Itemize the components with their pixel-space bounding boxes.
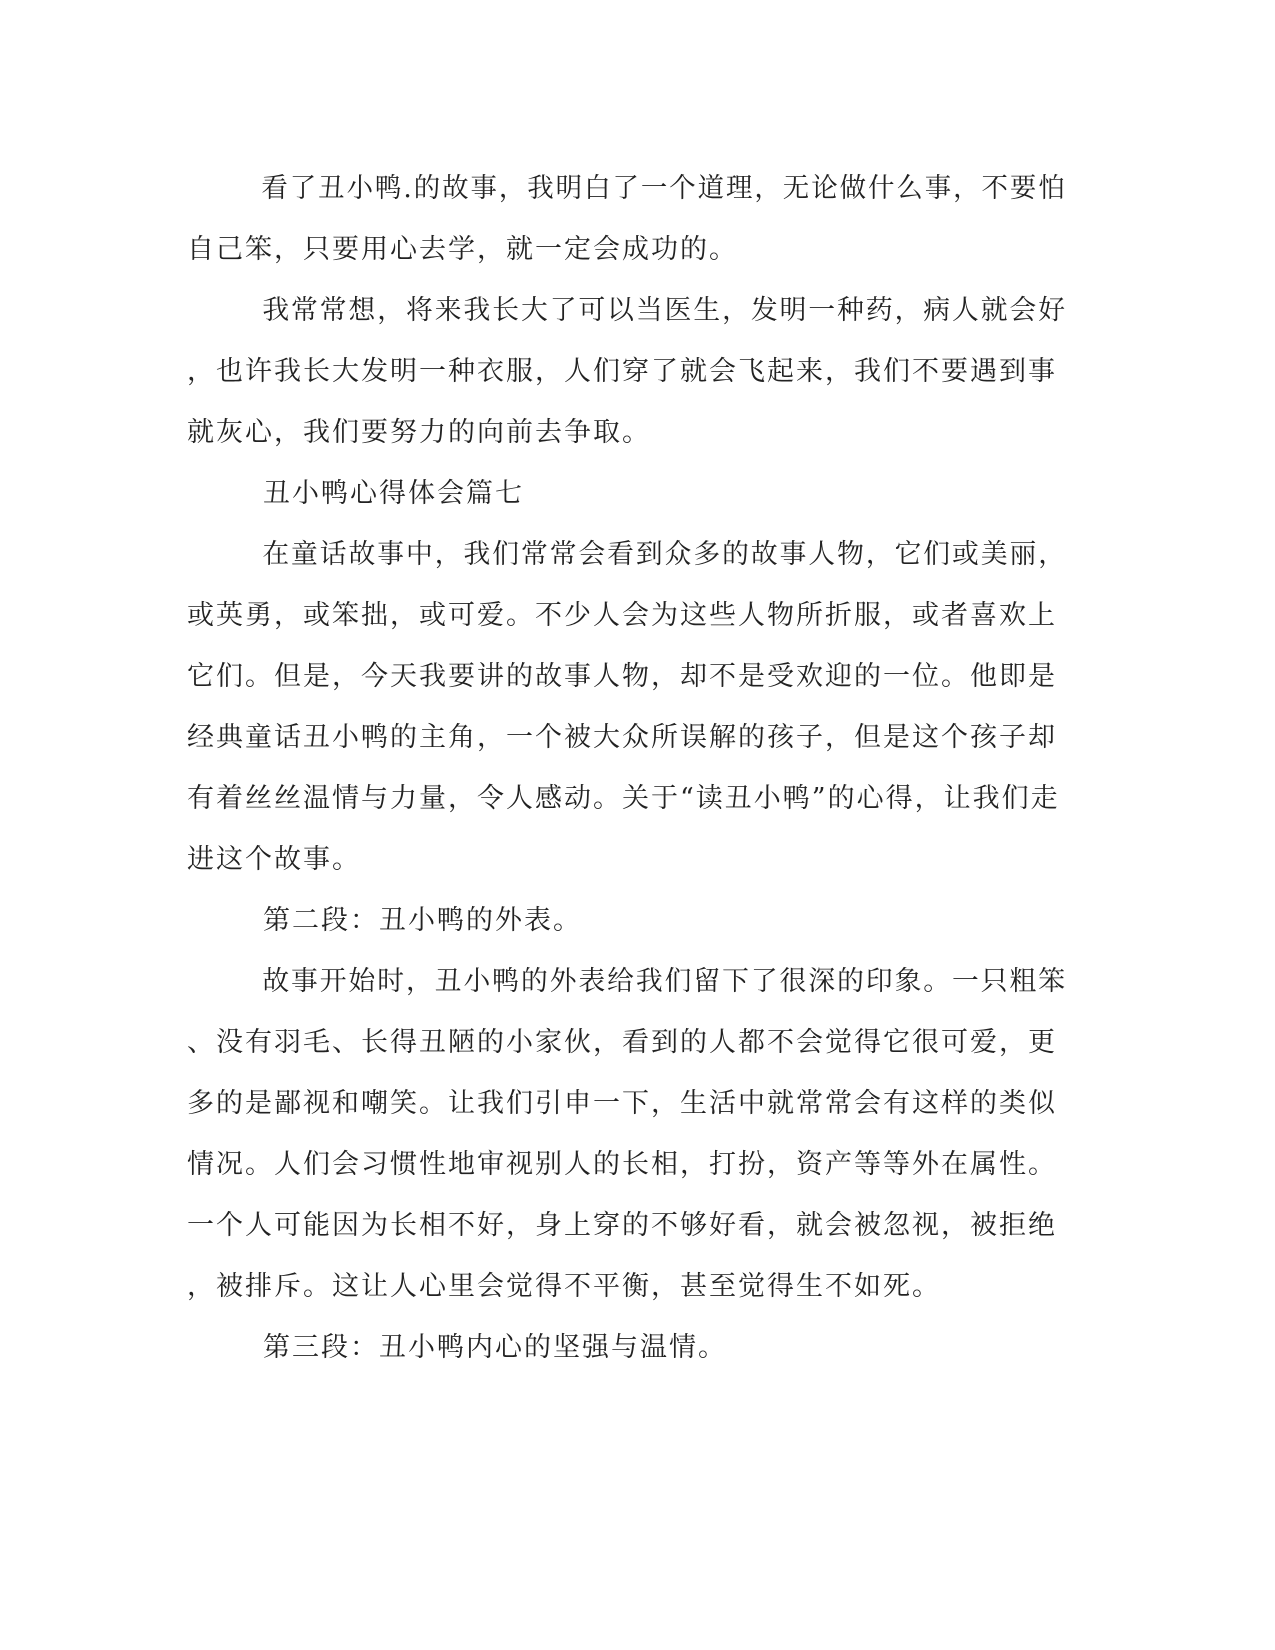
text-line: 看了丑小鸭.的故事，我明白了一个道理，无论做什么事，不要怕 [261, 173, 1067, 204]
text-line: 它们。但是，今天我要讲的故事人物，却不是受欢迎的一位。他即是 [187, 661, 1057, 692]
text-line: 进这个故事。 [187, 844, 361, 875]
text-line: 或英勇，或笨拙，或可爱。不少人会为这些人物所折服，或者喜欢上 [187, 600, 1057, 631]
text-line: 故事开始时，丑小鸭的外表给我们留下了很深的印象。一只粗笨 [262, 966, 1068, 997]
text-line: ，也许我长大发明一种衣服，人们穿了就会飞起来，我们不要遇到事 [187, 356, 1057, 387]
text-line: 、没有羽毛、长得丑陋的小家伙，看到的人都不会觉得它很可爱，更 [187, 1027, 1057, 1058]
text-line: ，被排斥。这让人心里会觉得不平衡，甚至觉得生不如死。 [187, 1271, 941, 1302]
section-heading: 第二段：丑小鸭的外表。 [263, 905, 582, 936]
text-line: 我常常想，将来我长大了可以当医生，发明一种药，病人就会好 [262, 295, 1068, 326]
document-body [187, 158, 1087, 1378]
text-line: 就灰心，我们要努力的向前去争取。 [187, 417, 651, 448]
text-line: 有着丝丝温情与力量，令人感动。关于“读丑小鸭”的心得，让我们走 [187, 783, 1060, 814]
section-heading: 丑小鸭心得体会篇七 [263, 478, 524, 509]
text-line: 自己笨，只要用心去学，就一定会成功的。 [187, 234, 738, 265]
text-line: 一个人可能因为长相不好，身上穿的不够好看，就会被忽视，被拒绝 [187, 1210, 1057, 1241]
text-line: 多的是鄙视和嘲笑。让我们引申一下，生活中就常常会有这样的类似 [187, 1088, 1057, 1119]
text-line: 情况。人们会习惯性地审视别人的长相，打扮，资产等等外在属性。 [187, 1149, 1057, 1180]
text-line: 在童话故事中，我们常常会看到众多的故事人物，它们或美丽， [262, 539, 1068, 570]
text-line: 经典童话丑小鸭的主角，一个被大众所误解的孩子，但是这个孩子却 [187, 722, 1057, 753]
section-heading: 第三段：丑小鸭内心的坚强与温情。 [263, 1332, 727, 1363]
